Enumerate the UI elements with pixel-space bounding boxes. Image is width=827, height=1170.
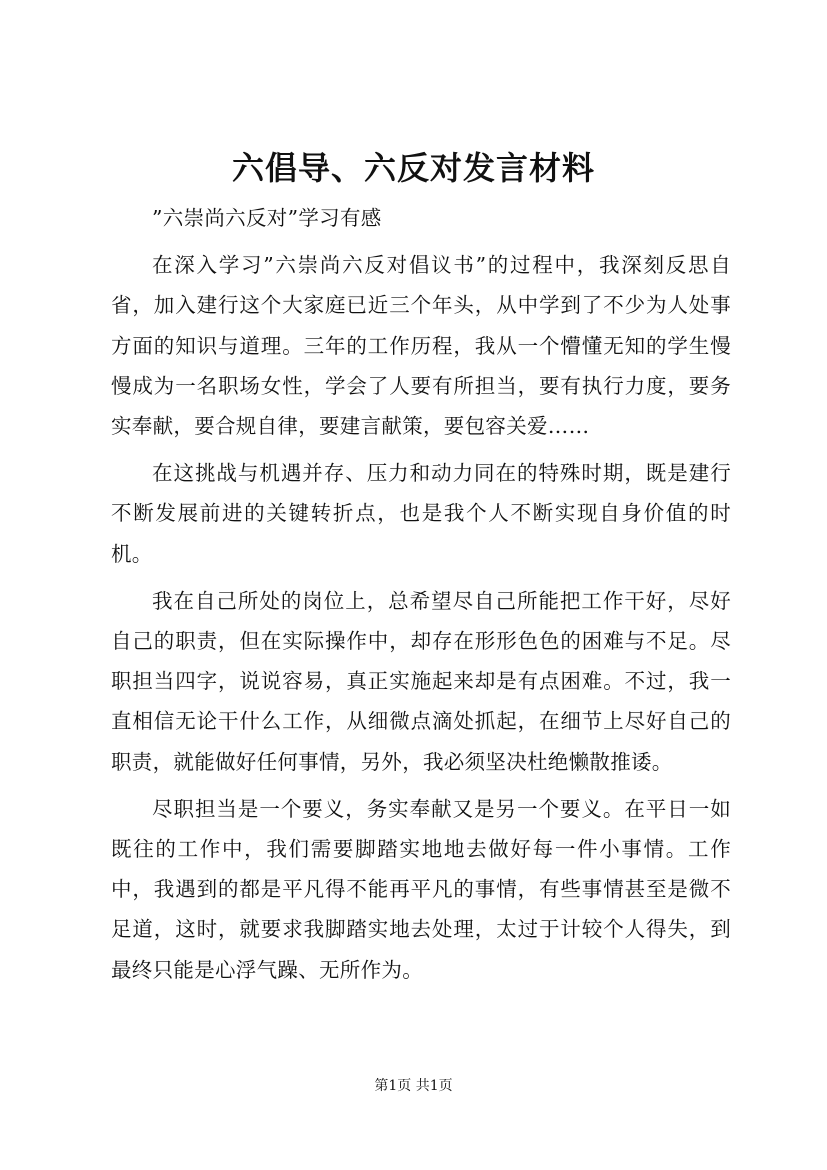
paragraph: 尽职担当是一个要义，务实奉献又是另一个要义。在平日一如既往的工作中，我们需要脚踏实地地去做好每一件小事情。工作中，我遇到的都是平凡得不能再平凡的事情，有些事情甚至是微不足道，这时，就要求我脚踏实地去处理，太过于计较个人得失，到最终只能是心浮气躁、无所作为。: [111, 796, 731, 982]
page-number: 第1页 共1页: [374, 1078, 453, 1094]
document-title: 六倡导、六反对发言材料: [231, 149, 595, 187]
paragraph: 我在自己所处的岗位上，总希望尽自己所能把工作干好，尽好自己的职责，但在实际操作中，却存在形形色色的困难与不足。尽职担当四字，说说容易，真正实施起来却是有点困难。不过，我一直相信无论干什么工作，从细微点滴处抓起，在细节上尽好自己的职责，就能做好任何事情，另外，我必须坚决杜绝懒散推诿。: [111, 588, 731, 774]
document-subtitle: ”六崇尚六反对”学习有感: [152, 206, 382, 230]
paragraph: 在深入学习”六崇尚六反对倡议书”的过程中，我深刻反思自省，加入建行这个大家庭已近三个年头，从中学到了不少为人处事方面的知识与道理。三年的工作历程，我从一个懵懂无知的学生慢慢成为一名职场女性，学会了人要有所担当，要有执行力度，要务实奉献，要合规自律，要建言献策，要包容关爱……: [111, 253, 731, 439]
paragraph: 在这挑战与机遇并存、压力和动力同在的特殊时期，既是建行不断发展前进的关键转折点，也是我个人不断实现自身价值的时机。: [111, 461, 731, 566]
document-body: [111, 198, 731, 990]
page-footer: [0, 1076, 827, 1096]
